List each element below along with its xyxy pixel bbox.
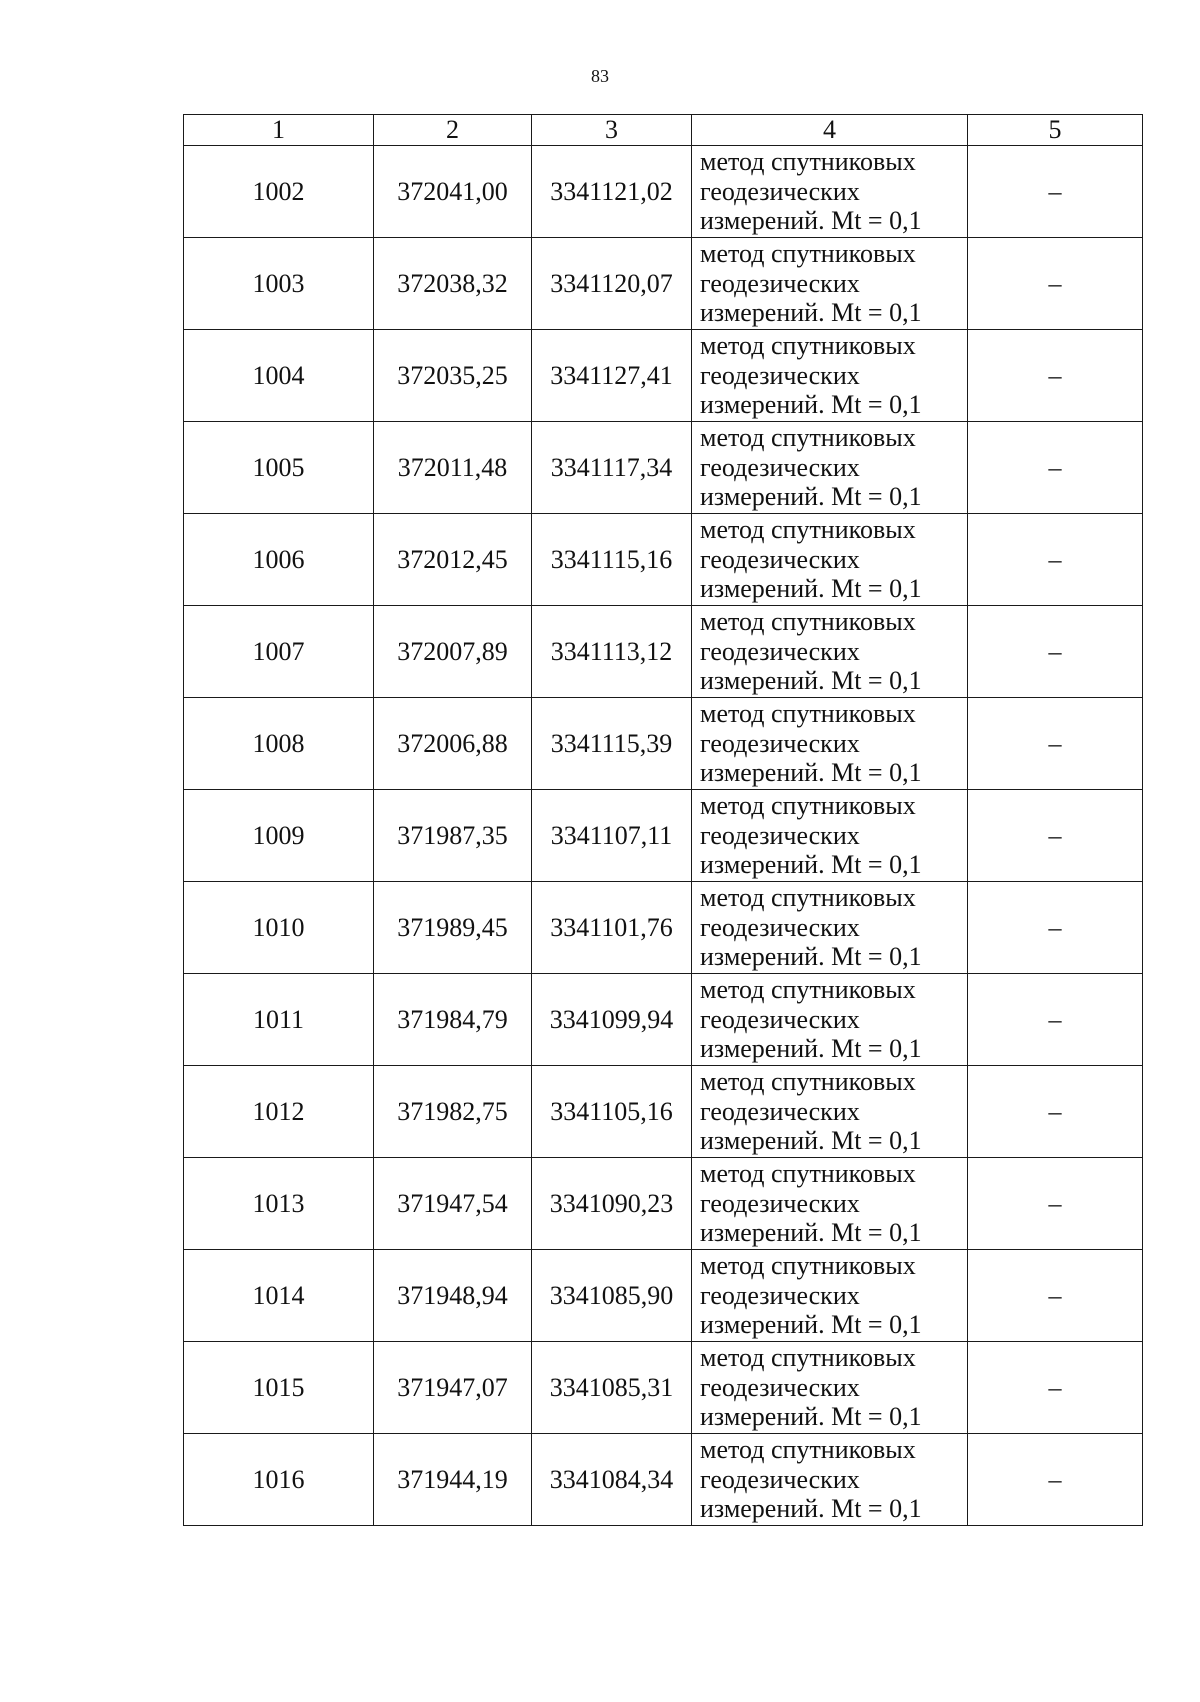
cell-y-coordinate: 3341084,34 (532, 1434, 692, 1526)
method-line: измерений. Mt = 0,1 (700, 666, 922, 696)
table-row (184, 790, 1143, 882)
cell-note: – (968, 1066, 1143, 1158)
method-line: метод спутниковых (700, 975, 916, 1005)
cell-x-coordinate: 371944,19 (374, 1434, 532, 1526)
method-line: геодезических (700, 912, 860, 942)
cell-note: – (968, 330, 1143, 422)
cell-method (692, 146, 968, 238)
cell-method (692, 1342, 968, 1434)
cell-point-number: 1003 (184, 238, 374, 330)
method-line: измерений. Mt = 0,1 (700, 298, 922, 328)
header-col-1: 1 (184, 115, 374, 146)
cell-y-coordinate: 3341105,16 (532, 1066, 692, 1158)
cell-x-coordinate: 371987,35 (374, 790, 532, 882)
cell-y-coordinate: 3341115,39 (532, 698, 692, 790)
cell-method (692, 1434, 968, 1526)
cell-y-coordinate: 3341090,23 (532, 1158, 692, 1250)
cell-y-coordinate: 3341113,12 (532, 606, 692, 698)
cell-method (692, 1250, 968, 1342)
cell-note: – (968, 1250, 1143, 1342)
cell-y-coordinate: 3341101,76 (532, 882, 692, 974)
table-body (184, 146, 1143, 1526)
method-line: измерений. Mt = 0,1 (700, 206, 922, 236)
cell-method (692, 698, 968, 790)
table-header (184, 115, 1143, 146)
cell-point-number: 1016 (184, 1434, 374, 1526)
method-line: измерений. Mt = 0,1 (700, 1034, 922, 1064)
method-line: метод спутниковых (700, 699, 916, 729)
cell-method (692, 790, 968, 882)
cell-y-coordinate: 3341085,90 (532, 1250, 692, 1342)
cell-y-coordinate: 3341085,31 (532, 1342, 692, 1434)
cell-point-number: 1010 (184, 882, 374, 974)
header-col-4: 4 (692, 115, 968, 146)
cell-x-coordinate: 372038,32 (374, 238, 532, 330)
method-line: измерений. Mt = 0,1 (700, 482, 922, 512)
header-col-2: 2 (374, 115, 532, 146)
cell-point-number: 1013 (184, 1158, 374, 1250)
cell-note: – (968, 882, 1143, 974)
method-line: геодезических (700, 1464, 860, 1494)
cell-note: – (968, 698, 1143, 790)
cell-method (692, 606, 968, 698)
method-line: геодезических (700, 544, 860, 574)
method-line: измерений. Mt = 0,1 (700, 1310, 922, 1340)
header-row (184, 115, 1143, 146)
cell-y-coordinate: 3341127,41 (532, 330, 692, 422)
method-line: метод спутниковых (700, 1251, 916, 1281)
table-row (184, 514, 1143, 606)
table-row (184, 606, 1143, 698)
header-col-5: 5 (968, 115, 1143, 146)
cell-y-coordinate: 3341121,02 (532, 146, 692, 238)
cell-method (692, 974, 968, 1066)
cell-x-coordinate: 371947,07 (374, 1342, 532, 1434)
method-line: геодезических (700, 728, 860, 758)
method-line: метод спутниковых (700, 1343, 916, 1373)
method-line: метод спутниковых (700, 1435, 916, 1465)
method-line: метод спутниковых (700, 1159, 916, 1189)
cell-note: – (968, 238, 1143, 330)
method-line: метод спутниковых (700, 883, 916, 913)
table-row (184, 882, 1143, 974)
method-line: геодезических (700, 1280, 860, 1310)
method-line: геодезических (700, 1004, 860, 1034)
cell-method (692, 330, 968, 422)
table-row (184, 422, 1143, 514)
cell-point-number: 1014 (184, 1250, 374, 1342)
cell-note: – (968, 974, 1143, 1066)
table-row (184, 1158, 1143, 1250)
method-line: геодезических (700, 1372, 860, 1402)
cell-x-coordinate: 372011,48 (374, 422, 532, 514)
cell-method (692, 1066, 968, 1158)
table-row (184, 1250, 1143, 1342)
table-row (184, 1066, 1143, 1158)
method-line: метод спутниковых (700, 331, 916, 361)
cell-x-coordinate: 372012,45 (374, 514, 532, 606)
cell-x-coordinate: 372007,89 (374, 606, 532, 698)
table-row (184, 238, 1143, 330)
coordinates-table (183, 114, 1143, 1526)
cell-x-coordinate: 371948,94 (374, 1250, 532, 1342)
method-line: измерений. Mt = 0,1 (700, 1402, 922, 1432)
cell-point-number: 1007 (184, 606, 374, 698)
page-number: 83 (591, 66, 609, 86)
cell-x-coordinate: 371947,54 (374, 1158, 532, 1250)
method-line: геодезических (700, 1096, 860, 1126)
cell-point-number: 1006 (184, 514, 374, 606)
cell-method (692, 514, 968, 606)
method-line: измерений. Mt = 0,1 (700, 390, 922, 420)
method-line: измерений. Mt = 0,1 (700, 1126, 922, 1156)
cell-note: – (968, 790, 1143, 882)
cell-point-number: 1008 (184, 698, 374, 790)
cell-point-number: 1012 (184, 1066, 374, 1158)
cell-point-number: 1011 (184, 974, 374, 1066)
cell-x-coordinate: 372041,00 (374, 146, 532, 238)
table-row (184, 146, 1143, 238)
cell-method (692, 422, 968, 514)
table-row (184, 974, 1143, 1066)
header-col-3: 3 (532, 115, 692, 146)
cell-note: – (968, 1342, 1143, 1434)
table-row (184, 1342, 1143, 1434)
cell-note: – (968, 1434, 1143, 1526)
cell-point-number: 1009 (184, 790, 374, 882)
cell-point-number: 1004 (184, 330, 374, 422)
table-row (184, 1434, 1143, 1526)
cell-note: – (968, 606, 1143, 698)
cell-note: – (968, 146, 1143, 238)
cell-x-coordinate: 372006,88 (374, 698, 532, 790)
cell-point-number: 1002 (184, 146, 374, 238)
method-line: метод спутниковых (700, 147, 916, 177)
cell-y-coordinate: 3341117,34 (532, 422, 692, 514)
method-line: метод спутниковых (700, 791, 916, 821)
method-line: геодезических (700, 1188, 860, 1218)
table-row (184, 330, 1143, 422)
method-line: геодезических (700, 360, 860, 390)
method-line: геодезических (700, 636, 860, 666)
cell-note: – (968, 422, 1143, 514)
method-line: метод спутниковых (700, 423, 916, 453)
cell-point-number: 1005 (184, 422, 374, 514)
method-line: геодезических (700, 268, 860, 298)
method-line: геодезических (700, 452, 860, 482)
cell-y-coordinate: 3341115,16 (532, 514, 692, 606)
method-line: метод спутниковых (700, 515, 916, 545)
method-line: измерений. Mt = 0,1 (700, 942, 922, 972)
cell-x-coordinate: 371984,79 (374, 974, 532, 1066)
method-line: измерений. Mt = 0,1 (700, 1218, 922, 1248)
cell-point-number: 1015 (184, 1342, 374, 1434)
cell-y-coordinate: 3341099,94 (532, 974, 692, 1066)
cell-y-coordinate: 3341107,11 (532, 790, 692, 882)
method-line: измерений. Mt = 0,1 (700, 574, 922, 604)
cell-note: – (968, 1158, 1143, 1250)
method-line: измерений. Mt = 0,1 (700, 758, 922, 788)
method-line: метод спутниковых (700, 607, 916, 637)
method-line: метод спутниковых (700, 1067, 916, 1097)
method-line: измерений. Mt = 0,1 (700, 850, 922, 880)
method-line: геодезических (700, 820, 860, 850)
cell-x-coordinate: 372035,25 (374, 330, 532, 422)
cell-x-coordinate: 371989,45 (374, 882, 532, 974)
cell-method (692, 882, 968, 974)
cell-note: – (968, 514, 1143, 606)
method-line: геодезических (700, 176, 860, 206)
cell-method (692, 238, 968, 330)
method-line: измерений. Mt = 0,1 (700, 1494, 922, 1524)
table-row (184, 698, 1143, 790)
cell-method (692, 1158, 968, 1250)
cell-x-coordinate: 371982,75 (374, 1066, 532, 1158)
cell-y-coordinate: 3341120,07 (532, 238, 692, 330)
method-line: метод спутниковых (700, 239, 916, 269)
